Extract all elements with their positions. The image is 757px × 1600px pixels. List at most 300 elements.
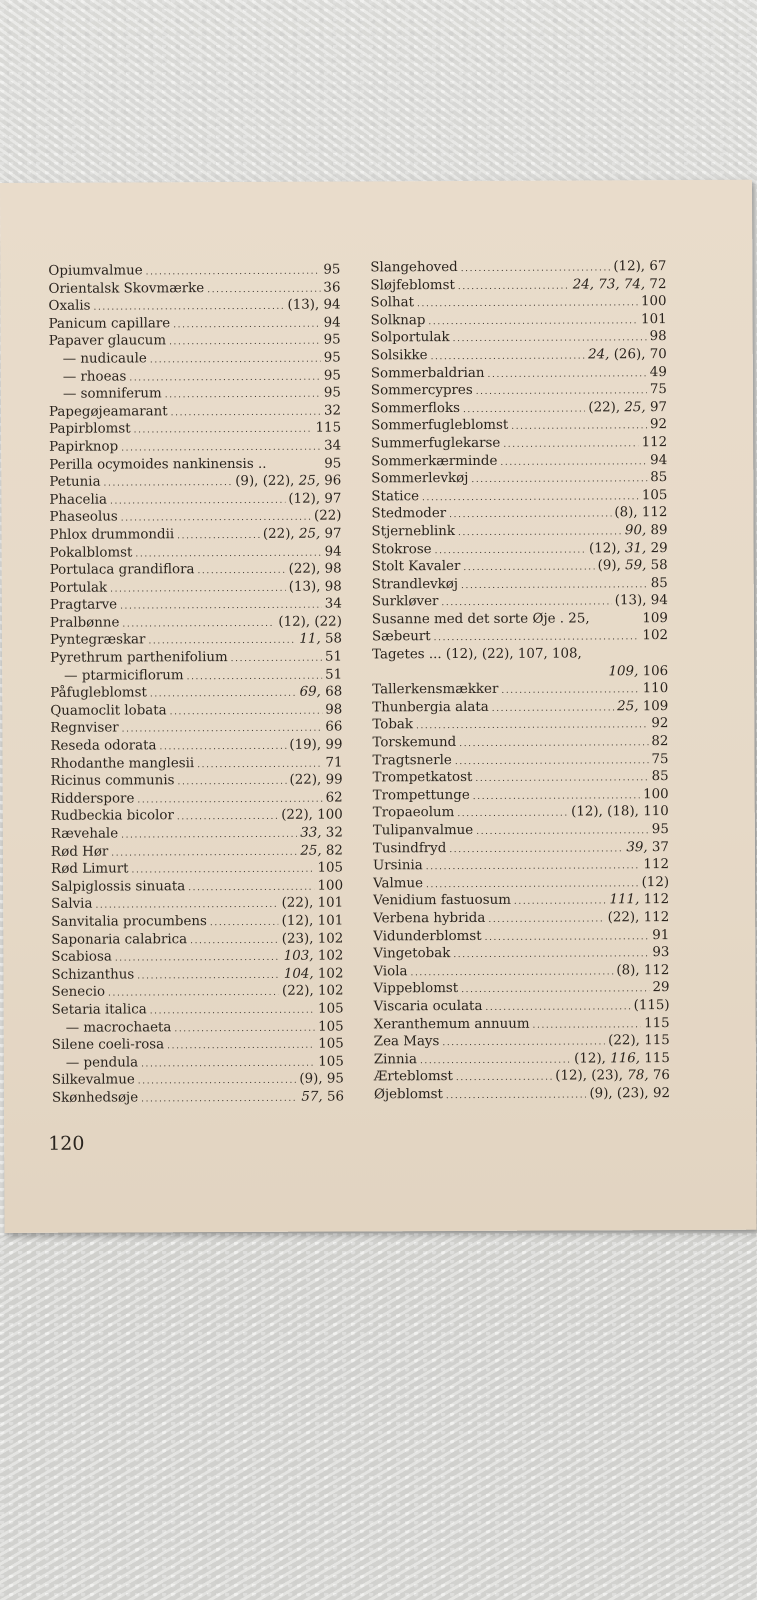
index-entry-pages: (13), 94 [287, 297, 341, 313]
dot-leader [141, 1055, 315, 1073]
index-entry-term: Surkløver [371, 594, 439, 610]
index-entry-pages: 85 [650, 575, 668, 591]
index-entry-term: Regnviser [50, 720, 119, 737]
dot-leader [171, 404, 321, 422]
index-entry-pages: 95 [323, 350, 341, 366]
dot-leader [459, 735, 648, 753]
dot-leader [111, 844, 297, 862]
index-entry-term: Pokalblomst [49, 544, 133, 561]
dot-leader [471, 471, 647, 489]
index-entry-term: — macrochaeta [65, 1019, 172, 1036]
index-entry [373, 909, 669, 928]
index-entry-pages: 25, 82 [300, 843, 343, 859]
index-entry-pages: (8), 112 [616, 962, 670, 979]
index-entry [373, 803, 669, 822]
index-entry-term: Salvia [51, 896, 93, 913]
index-entry [50, 719, 342, 738]
dot-leader [134, 422, 313, 440]
index-entry-pages: 95 [323, 385, 341, 401]
dot-leader [485, 929, 650, 947]
index-entry-pages: 95 [324, 456, 342, 472]
index-entry [373, 821, 669, 840]
index-entry-term: Rød Hør [50, 844, 109, 860]
index-entry-pages: (22), 25, 97 [588, 399, 668, 416]
dot-leader [457, 806, 568, 824]
index-entry-pages: 115 [315, 420, 342, 436]
dot-leader [463, 560, 594, 578]
dot-leader [475, 770, 648, 788]
index-entry-pages: 105 [318, 1036, 344, 1052]
index-entry-pages: 100 [317, 878, 344, 894]
index-entry-pages: 57, 56 [301, 1089, 345, 1105]
index-entry-term: Statice [371, 488, 420, 505]
index-entry-term: Sommerlevkøj [371, 471, 469, 487]
index-entry-pages: 71 [325, 755, 343, 771]
dot-leader [141, 1091, 298, 1109]
index-entry [373, 944, 669, 963]
index-entry-term: Sommercypres [370, 383, 473, 399]
index-entry-term: Susanne med det sorte Øje . 25, [371, 611, 590, 628]
fabric-background-bottom [0, 1235, 757, 1600]
index-entry-pages: (13), 94 [614, 593, 668, 609]
index-entry [49, 508, 341, 527]
index-entry-term: Papirblomst [49, 421, 131, 438]
index-entry [371, 328, 667, 347]
dot-leader [174, 1020, 315, 1038]
index-entry [373, 786, 669, 805]
index-entry-term: Papaver glaucum [48, 333, 167, 350]
index-column-right [370, 258, 670, 1104]
index-entry-term: Skønhedsøje [51, 1090, 139, 1106]
index-entry-term: Quamoclit lobata [50, 703, 167, 719]
index-entry [49, 314, 341, 333]
index-entry-term: Schizanthus [51, 967, 135, 983]
index-entry [373, 927, 669, 946]
index-entry-pages: 69, 68 [299, 684, 343, 700]
index-entry-term: Sløjfeblomst [370, 277, 455, 293]
index-entry-pages: 100 [640, 294, 667, 310]
index-entry-pages: (9), 59, 58 [597, 558, 668, 574]
dot-leader [449, 507, 611, 525]
index-entry [49, 437, 341, 456]
index-entry [50, 701, 342, 720]
index-entry-term: Tragtsnerle [372, 752, 452, 769]
index-entry-term: Slangehoved [370, 260, 458, 276]
index-entry [370, 276, 666, 295]
index-entry-pages: 102 [642, 628, 669, 644]
index-entry-term: Stjerneblink [371, 523, 456, 540]
index-entry-term: Rudbeckia bicolor [50, 808, 174, 825]
index-entry-term: Pragtarve [49, 597, 118, 614]
index-entry-term: Venidium fastuosum [373, 893, 511, 909]
index-entry-pages: (12) [641, 874, 670, 890]
index-entry-pages: 32 [323, 403, 342, 419]
index-entry-pages: 105 [318, 1019, 344, 1035]
index-entry [374, 1067, 670, 1086]
index-entry-term: Petunia [49, 474, 101, 490]
index-entry-pages: 85 [650, 470, 668, 486]
index-entry-pages: 109 [642, 610, 668, 627]
index-entry-pages: 34 [324, 438, 342, 454]
index-entry-term: Phaseolus [49, 509, 118, 526]
index-entry-pages: (22), 101 [281, 895, 344, 912]
index-entry [50, 525, 342, 544]
index-entry-pages: 11, 58 [299, 631, 343, 648]
dot-leader [165, 387, 321, 405]
index-entry-pages: 101 [641, 311, 667, 327]
index-entry [374, 1050, 670, 1069]
index-entry [372, 610, 668, 629]
index-entry [373, 839, 669, 858]
index-entry [372, 645, 668, 664]
index-entry-term: Pyntegræskar [49, 632, 146, 649]
index-entry-term: Pralbønne [49, 615, 120, 631]
index-entry [374, 1085, 670, 1104]
index-entry-term: Orientalsk Skovmærke [48, 280, 205, 297]
dot-leader [138, 1073, 297, 1091]
index-entry-pages: 95 [323, 368, 341, 384]
dot-leader [456, 1070, 552, 1088]
index-entry-pages: 34 [324, 596, 342, 612]
index-entry [49, 349, 341, 368]
index-entry-pages: 36 [323, 280, 341, 296]
index-entry [49, 420, 341, 439]
index-entry-pages: 33, 32 [300, 825, 343, 841]
dot-leader [426, 858, 641, 877]
page-number: 120 [48, 1132, 85, 1155]
index-entry-pages: 98 [649, 329, 667, 345]
index-entry [50, 737, 342, 756]
index-entry-pages: 25, 109 [617, 698, 669, 715]
index-entry [51, 789, 343, 808]
dot-leader [121, 827, 297, 845]
index-entry [371, 522, 667, 541]
index-entry-pages: 105 [317, 860, 344, 876]
index-entry [50, 684, 342, 703]
index-entry [372, 540, 668, 559]
index-entry-term: Sommerbaldrian [370, 365, 485, 381]
index-entry-term: Ridderspore [50, 791, 135, 807]
index-entry-term: Trompetkatost [372, 770, 473, 786]
index-entry [372, 557, 668, 576]
index-entry-term: Verbena hybrida [373, 910, 486, 927]
index-entry-pages: 95 [651, 822, 669, 838]
index-entry [50, 543, 342, 562]
index-entry-pages: 95 [323, 262, 341, 278]
dot-leader [417, 295, 638, 314]
index-entry-pages: 49 [649, 364, 667, 380]
index-entry-pages: (12), 101 [281, 913, 344, 929]
index-entry [49, 455, 341, 474]
index-entry-pages: (12), 67 [613, 259, 667, 275]
index-entry [372, 733, 668, 752]
index-entry [371, 452, 667, 471]
index-entry-pages: (23), 102 [281, 931, 344, 947]
index-entry-pages: (22), 102 [281, 983, 344, 1000]
dot-leader [173, 316, 320, 334]
index-entry [49, 332, 341, 351]
index-entry [50, 631, 342, 650]
index-entry-term: Tropaeolum [372, 805, 455, 821]
index-entry [51, 983, 343, 1002]
index-entry-term: Papegøjeamarant [48, 404, 168, 420]
dot-leader [461, 982, 649, 1000]
index-entry-term: — ptarmiciflorum [64, 667, 184, 684]
index-entry [372, 716, 668, 735]
index-entry-term: Vingetobak [373, 946, 451, 962]
index-entry-pages: (9), (22), 25, 96 [235, 473, 342, 490]
dot-leader [177, 774, 286, 792]
index-entry-term: — somniferum [62, 386, 162, 402]
dot-leader [169, 334, 321, 352]
index-entry [373, 891, 669, 910]
dot-leader [110, 492, 285, 510]
index-entry [372, 698, 668, 717]
index-entry-term: Sommerkærminde [371, 453, 498, 469]
index-entry-term: Portulaca grandiflora [49, 562, 195, 578]
index-entry-pages: 103, 102 [283, 948, 344, 964]
index-entry [49, 490, 341, 509]
index-entry-pages: 111, 112 [609, 892, 670, 908]
index-entry [50, 561, 342, 580]
index-entry-pages: 109, 106 [608, 663, 669, 680]
index-entry-pages: (9), 95 [299, 1071, 344, 1088]
index-entry [373, 856, 669, 875]
index-entry [371, 434, 667, 453]
index-entry-term: Solhat [370, 295, 415, 311]
dot-leader [177, 528, 260, 546]
index-entry [371, 364, 667, 383]
index-entry-pages: (12), 31, 29 [588, 540, 668, 556]
index-entry-term: Solknap [370, 312, 426, 329]
index-entry-term: Rævehale [50, 826, 119, 842]
index-entry-term: Papirknop [49, 439, 119, 455]
index-entry-term: Rød Limurt [50, 861, 129, 877]
index-entry [371, 399, 667, 418]
index-entry-pages: (12), 116, 115 [574, 1050, 670, 1067]
dot-leader [487, 366, 646, 384]
dot-leader [167, 1038, 315, 1056]
book-page [0, 180, 757, 1233]
index-entry [51, 948, 343, 967]
index-entry-pages: 24, 73, 74, 72 [572, 276, 667, 293]
index-entry-term: Opiumvalmue [48, 263, 143, 279]
index-entry-term: Sanvitalia procumbens [51, 914, 207, 930]
index-entry-pages: 75 [649, 382, 667, 398]
index-entry [370, 258, 666, 277]
dot-leader [110, 580, 286, 598]
index-entry-term: Zinnia [373, 1051, 417, 1068]
index-entry [49, 402, 341, 421]
index-entry [51, 842, 343, 861]
dot-leader [476, 823, 649, 841]
index-entry-term: Senecio [51, 984, 106, 1001]
index-entry-pages: 82 [651, 734, 669, 750]
index-entry-term: Phacelia [49, 492, 108, 508]
index-entry [373, 979, 669, 998]
index-entry [51, 930, 343, 949]
index-entry [372, 628, 668, 647]
index-entry-pages: (12), (22) [278, 614, 342, 630]
index-entry-pages: 51 [324, 649, 343, 665]
index-entry-pages: 112 [641, 435, 668, 451]
fabric-background-top [0, 0, 757, 185]
index-entry [51, 807, 343, 826]
index-entry [374, 1032, 670, 1051]
dot-leader [210, 915, 279, 933]
dot-leader [514, 894, 607, 912]
index-entry-term: Perilla ocymoides nankinensis .. [49, 456, 267, 473]
index-entry-term: — rhoeas [62, 369, 127, 385]
index-entry [372, 663, 668, 682]
index-entry-pages: (12), (18), 110 [571, 804, 669, 820]
index-entry-pages: (115) [633, 998, 670, 1014]
index-entry [52, 1071, 344, 1090]
index-entry-term: Sæbeurt [371, 629, 431, 645]
dot-leader [190, 932, 279, 950]
index-entry-pages: 112 [643, 857, 670, 873]
index-entry [49, 297, 341, 316]
dot-leader [150, 1003, 315, 1021]
index-entry-pages: 39, 37 [626, 839, 669, 855]
index-entry [50, 666, 342, 685]
index-entry [371, 346, 667, 365]
index-entry-term: Stokrose [371, 541, 432, 557]
index-entry-pages: 95 [323, 332, 341, 348]
index-entry-pages: (22), 98 [288, 561, 342, 577]
index-entry-pages: 115 [644, 1015, 670, 1031]
dot-leader [511, 419, 647, 437]
index-entry-pages: 110 [642, 681, 669, 697]
index-column-left [48, 262, 344, 1108]
index-entry-term: Phlox drummondii [49, 527, 175, 543]
index-entry-term: Pyrethrum parthenifolium [50, 650, 228, 666]
index-entry-term: Øjeblomst [373, 1086, 443, 1103]
index-entry-term: Zea Mays [373, 1034, 440, 1050]
index-entry [52, 1036, 344, 1055]
index-entry-term: Xeranthemum annuum [373, 1016, 530, 1032]
index-entry-pages: (22), 25, 97 [262, 526, 342, 542]
index-entry-term: Tulipanvalmue [372, 822, 474, 839]
index-entry-term: Portulak [49, 580, 108, 596]
index-entry-term: Strandlevkøj [371, 576, 459, 593]
index-entry-term: Vidunderblomst [373, 928, 482, 944]
index-entry-pages: (13), 98 [288, 579, 342, 595]
index-entry [52, 1053, 344, 1072]
index-entry-term: Valmue [373, 875, 424, 892]
index-entry [372, 575, 668, 594]
index-entry [51, 965, 343, 984]
index-entry-term: Påfugleblomst [50, 685, 147, 702]
index-entry-term: — pendula [65, 1055, 139, 1071]
index-entry [371, 504, 667, 523]
index-entry [373, 962, 669, 981]
dot-leader [500, 454, 647, 472]
index-entry-term: Tusindfryd [372, 840, 447, 856]
dot-leader [115, 950, 281, 968]
index-entry-pages: 93 [652, 945, 670, 961]
index-entry-term: Ricinus communis [50, 773, 175, 790]
index-entry [371, 311, 667, 330]
index-entry-pages: 66 [325, 719, 343, 736]
dot-leader [137, 968, 281, 986]
index-entry-term: Setaria italica [51, 1002, 147, 1018]
index-entry [371, 381, 667, 400]
index-entry [51, 895, 343, 914]
index-entry-pages: 90, 89 [624, 522, 668, 539]
index-entry-term: Stedmoder [371, 506, 447, 522]
dot-leader [231, 651, 322, 669]
index-entry [371, 469, 667, 488]
index-entry-term: Sommerfugleblomst [371, 418, 509, 434]
index-entry-pages: 75 [651, 751, 669, 767]
index-entry [48, 262, 340, 281]
dot-leader [170, 703, 323, 721]
dot-leader [197, 563, 285, 581]
index-entry-term: Saponaria calabrica [51, 931, 188, 948]
index-entry [51, 912, 343, 931]
index-entry-term: Summerfuglekarse [371, 435, 501, 452]
index-entry-pages: 92 [651, 716, 669, 732]
index-entry-pages: 94 [324, 544, 342, 560]
dot-leader [488, 911, 604, 929]
index-entry-pages: 94 [323, 315, 341, 331]
index-entry [51, 877, 343, 896]
index-entry-pages: 92 [649, 417, 668, 433]
index-entry [50, 596, 342, 615]
index-entry [51, 860, 343, 879]
dot-leader [150, 352, 321, 370]
index-entry-pages: 104, 102 [283, 966, 344, 982]
dot-leader [503, 436, 638, 454]
index-entry [371, 416, 667, 435]
index-entry [50, 754, 342, 773]
index-entry-term: — nudicaule [62, 351, 147, 367]
dot-leader [428, 313, 638, 332]
dot-leader [104, 475, 233, 493]
index-entry-pages: (8), 112 [614, 505, 668, 521]
index-entry [50, 613, 342, 632]
index-entry-pages: 29 [652, 980, 670, 996]
index-entry-term: Trompettunge [372, 787, 470, 804]
index-entry-pages: (9), (23), 92 [589, 1085, 671, 1102]
index-entry [373, 874, 669, 893]
index-entry-term: Tallerkensmækker [372, 682, 499, 698]
dot-leader [446, 1087, 587, 1105]
index-entry [374, 1015, 670, 1034]
index-entry [372, 751, 668, 770]
index-entry [50, 578, 342, 597]
index-entry-term: Oxalis [48, 298, 91, 314]
index-entry-pages: (12), 97 [288, 491, 342, 507]
index-entry-pages: 105 [318, 1054, 344, 1070]
index-entry [371, 487, 667, 506]
dot-leader [455, 753, 649, 771]
index-entry-term: Tobak [372, 717, 414, 733]
index-entry-pages: 24, (26), 70 [588, 347, 667, 363]
index-entry-term: Silene coeli-rosa [51, 1037, 165, 1053]
index-entry-term: Stolt Kavaler [371, 559, 461, 575]
index-entry [373, 768, 669, 787]
dot-leader [449, 841, 623, 859]
index-entry-term: Solportulak [370, 330, 450, 346]
index-entry-term: Thunbergia alata [372, 699, 489, 716]
index-entry [51, 772, 343, 791]
index-entry-pages: 98 [325, 702, 343, 718]
index-entry [372, 592, 668, 611]
index-entry-pages: 62 [325, 790, 343, 806]
index-entry-pages: (22), 100 [281, 807, 343, 824]
